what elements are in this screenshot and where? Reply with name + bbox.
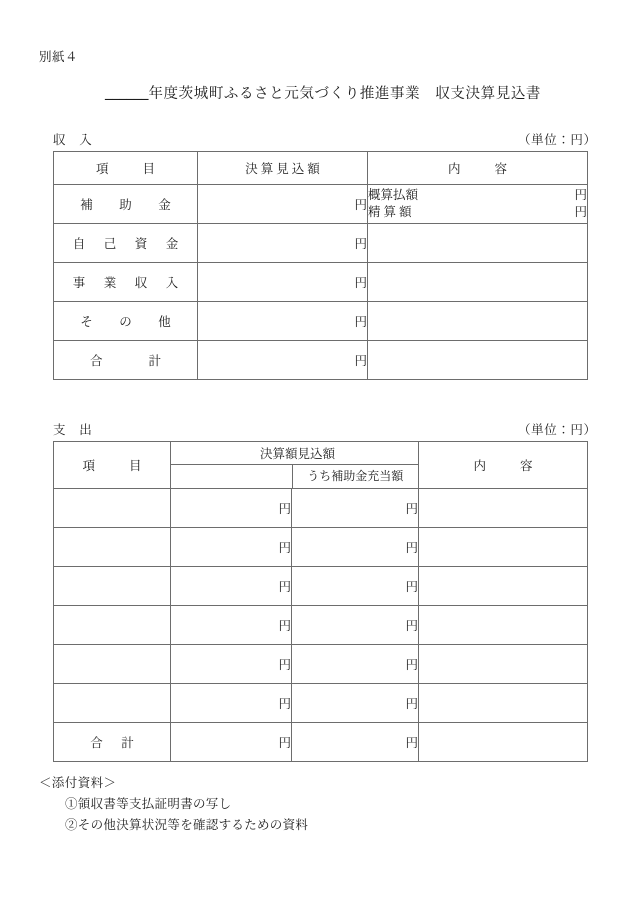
expense-detail-field[interactable] (419, 567, 588, 606)
expense-table (53, 441, 588, 762)
expense-item-field[interactable] (54, 489, 171, 528)
expense-subsidy-field[interactable]: 円 (292, 645, 419, 684)
income-table (53, 151, 588, 380)
expense-amount-field[interactable]: 円 (171, 684, 292, 723)
table-row (54, 185, 588, 224)
detail-line (368, 187, 587, 204)
income-section-label: 収 入 (53, 133, 93, 147)
income-col-amount: 決算見込額 (198, 152, 368, 185)
page-title-text: 年度茨城町ふるさと元気づくり推進事業 収支決算見込書 (148, 86, 542, 102)
income-total-detail-field[interactable] (368, 341, 588, 380)
form-number: 別紙４ (39, 50, 79, 64)
expense-item-field[interactable] (54, 567, 171, 606)
attachments-heading: ＜添付資料＞ (39, 776, 117, 790)
expense-subsidy-field[interactable]: 円 (292, 567, 419, 606)
expense-amount-field[interactable]: 円 (171, 567, 292, 606)
income-detail-field[interactable] (368, 302, 588, 341)
detail-line-label: 精算額 (368, 205, 415, 219)
expense-col-subsidy: うち補助金充当額 (292, 465, 418, 488)
expense-subsidy-field[interactable]: 円 (292, 684, 419, 723)
income-amount-field[interactable]: 円 (198, 302, 368, 341)
income-amount-field[interactable]: 円 (198, 224, 368, 263)
expense-item-field[interactable] (54, 606, 171, 645)
table-row (54, 567, 588, 606)
table-row (54, 684, 588, 723)
detail-line (368, 204, 587, 221)
expense-item-field[interactable] (54, 645, 171, 684)
page-title (53, 82, 593, 103)
table-row (54, 302, 588, 341)
expense-item-field[interactable] (54, 528, 171, 567)
expense-amount-subheaders (171, 465, 418, 488)
income-col-detail: 内 容 (368, 152, 588, 185)
detail-line-unit: 円 (574, 188, 587, 202)
table-header-row (54, 442, 588, 489)
income-row-label: 補 助 金 (54, 185, 198, 224)
expense-amount-sub-blank (171, 465, 292, 488)
expense-total-detail-field[interactable] (419, 723, 588, 762)
income-amount-field[interactable]: 円 (198, 185, 368, 224)
income-detail-field[interactable] (368, 185, 588, 224)
expense-total-amount-field[interactable]: 円 (171, 723, 292, 762)
income-detail-field[interactable] (368, 263, 588, 302)
expense-total-label: 合 計 (54, 723, 171, 762)
expense-detail-field[interactable] (419, 645, 588, 684)
expense-col-detail: 内 容 (419, 442, 588, 489)
expense-section-label: 支 出 (53, 423, 93, 437)
income-amount-field[interactable]: 円 (198, 263, 368, 302)
income-row-label: 自 己 資 金 (54, 224, 198, 263)
expense-amount-group-label: 決算額見込額 (171, 443, 418, 465)
expense-item-field[interactable] (54, 684, 171, 723)
attachments-block (39, 773, 308, 836)
income-total-amount-field[interactable]: 円 (198, 341, 368, 380)
year-blank-field[interactable]: ______ (104, 86, 149, 102)
expense-detail-field[interactable] (419, 528, 588, 567)
income-col-item: 項 目 (54, 152, 198, 185)
table-row (54, 224, 588, 263)
table-row (54, 528, 588, 567)
income-row-label: 事 業 収 入 (54, 263, 198, 302)
expense-amount-field[interactable]: 円 (171, 528, 292, 567)
attachment-item: ①領収書等支払証明書の写し (65, 797, 232, 811)
expense-total-subsidy-field[interactable]: 円 (292, 723, 419, 762)
income-row-label: そ の 他 (54, 302, 198, 341)
expense-detail-field[interactable] (419, 684, 588, 723)
table-header-row (54, 152, 588, 185)
expense-amount-field[interactable]: 円 (171, 489, 292, 528)
table-row (54, 489, 588, 528)
table-row (54, 606, 588, 645)
income-detail-field[interactable] (368, 224, 588, 263)
expense-detail-field[interactable] (419, 489, 588, 528)
expense-subsidy-field[interactable]: 円 (292, 528, 419, 567)
expense-col-amount-group (171, 442, 419, 489)
table-row (54, 723, 588, 762)
table-row (54, 341, 588, 380)
expense-amount-field[interactable]: 円 (171, 606, 292, 645)
table-row (54, 263, 588, 302)
detail-line-unit: 円 (574, 205, 587, 219)
income-total-label: 合 計 (54, 341, 198, 380)
expense-detail-field[interactable] (419, 606, 588, 645)
expense-col-item: 項 目 (54, 442, 171, 489)
detail-line-label: 概算払額 (368, 188, 419, 202)
expense-subsidy-field[interactable]: 円 (292, 489, 419, 528)
expense-unit-note: （単位：円） (518, 423, 597, 437)
attachment-item: ②その他決算状況等を確認するための資料 (65, 818, 309, 832)
expense-amount-field[interactable]: 円 (171, 645, 292, 684)
table-row (54, 645, 588, 684)
income-unit-note: （単位：円） (518, 133, 597, 147)
expense-subsidy-field[interactable]: 円 (292, 606, 419, 645)
